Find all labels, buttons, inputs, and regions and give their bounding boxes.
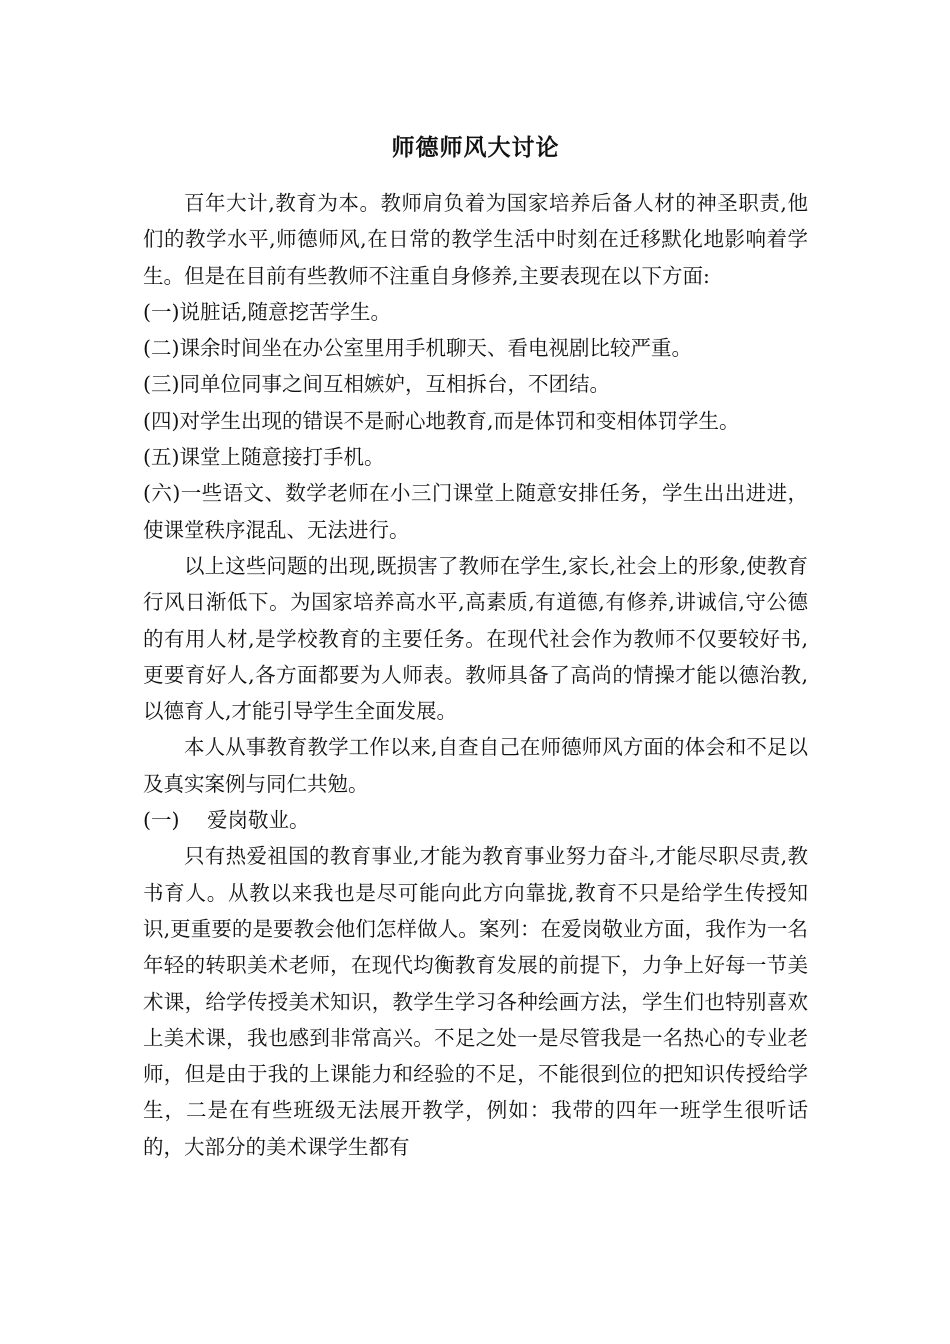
section-title: 爱岗敬业。 bbox=[207, 808, 310, 833]
section-number: (一) bbox=[143, 808, 180, 833]
document-body bbox=[143, 185, 808, 1165]
intro-paragraph: 百年大计,教育为本。教师肩负着为国家培养后备人材的神圣职责,他们的教学水平,师德师风,在日常的教学生活中时刻在迁移默化地影响着学生。但是在目前有些教师不注重自身修养,主要表现在以下方面: bbox=[143, 191, 808, 288]
document-title: 师德师风大讨论 bbox=[391, 134, 560, 161]
issue-item-1: (一)说脏话,随意挖苦学生。 bbox=[143, 299, 392, 324]
issue-item-4: (四)对学生出现的错误不是耐心地教育,而是体罚和变相体罚学生。 bbox=[143, 408, 740, 433]
issue-item-3: (三)同单位同事之间互相嫉妒，互相拆台，不团结。 bbox=[143, 372, 610, 397]
issue-item-5: (五)课堂上随意接打手机。 bbox=[143, 445, 385, 470]
consequence-paragraph: 以上这些问题的出现,既损害了教师在学生,家长,社会上的形象,使教育行风日渐低下。为国家培养高水平,高素质,有道德,有修养,讲诚信,守公德的有用人材,是学校教育的主要任务。在现代社会作为教师不仅要较好书,更要育好人,各方面都要为人师表。教师具备了高尚的情操才能以德治教,以德育人,才能引导学生全面发展。 bbox=[143, 553, 808, 724]
section-heading bbox=[143, 802, 808, 838]
self-review-paragraph: 本人从事教育教学工作以来,自查自己在师德师风方面的体会和不足以及真实案例与同仁共勉。 bbox=[143, 735, 808, 796]
issue-item-2: (二)课余时间坐在办公室里用手机聊天、看电视剧比较严重。 bbox=[143, 336, 692, 361]
issue-item-6: (六)一些语文、数学老师在小三门课堂上随意安排任务，学生出出进进，使课堂秩序混乱、无法进行。 bbox=[143, 481, 808, 542]
dedication-paragraph: 只有热爱祖国的教育事业,才能为教育事业努力奋斗,才能尽职尽责,教书育人。从教以来我也是尽可能向此方向靠拢,教育不只是给学生传授知识,更重要的是要教会他们怎样做人。案列：在爱岗敬业方面，我作为一名年轻的转职美术老师，在现代均衡教育发展的前提下，力争上好每一节美术课，给学传授美术知识，教学生学习各种绘画方法，学生们也特别喜欢上美术课，我也感到非常高兴。不足之处一是尽管我是一名热心的专业老师，但是由于我的上课能力和经验的不足，不能很到位的把知识传授给学生，二是在有些班级无法展开教学，例如：我带的四年一班学生很听话的，大部分的美术课学生都有 bbox=[143, 844, 808, 1159]
